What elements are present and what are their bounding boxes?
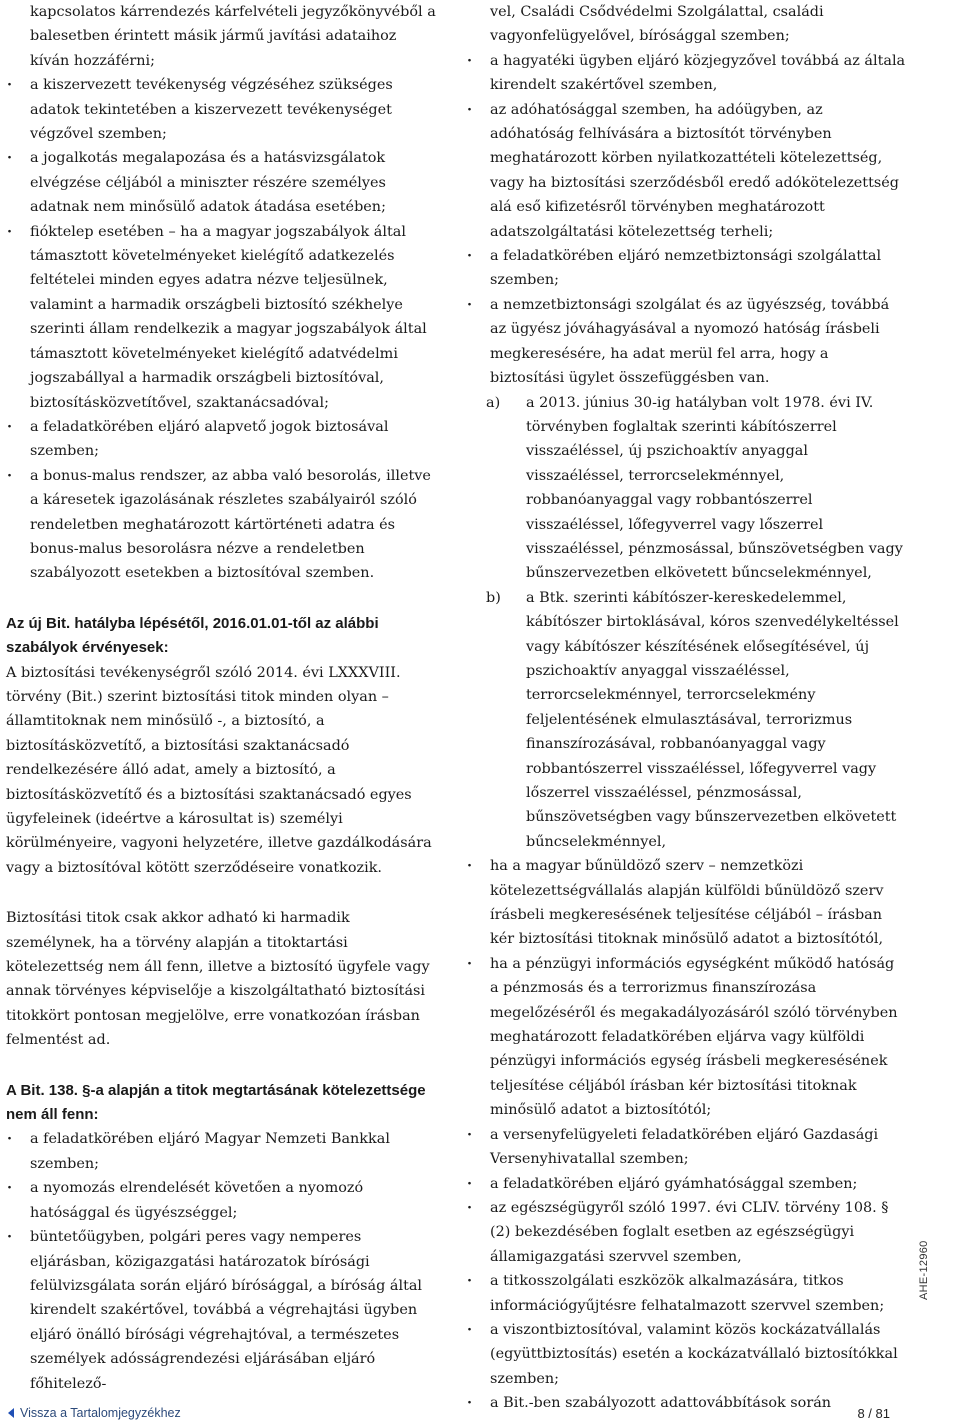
list-item: · a Bit.-ben szabályozott adattovábbítások során [466,1391,906,1415]
list-item: · a hagyatéki ügyben eljáró közjegyzővel továbbá az általa kirendelt szakértővel szemben, [466,49,906,98]
list-item: · a feladatkörében eljáró nemzetbiztonsági szolgálattal szemben; [466,244,906,293]
list-item: · ha a pénzügyi információs egységként működő hatóság a pénzmosás és a terrorizmus finanszírozása megelőzéséről és megakadályozásáról szóló törvényben meghatározott feladatkörében eljárva vagy külföldi pénzügyi információs egység írásbeli megkeresésének teljesítése céljából írásban kér biztosítási titoknak minősülő adatot a biztosítótól; [466,952,906,1123]
section-heading: A Bit. 138. §-a alapján a titok megtartásának kötelezettsége nem áll fenn: [6,1081,426,1124]
bullet-list-2 [6,1127,436,1395]
continued-text: vel, Családi Csődvédelmi Szolgálattal, családi vagyonfelügyelővel, bírósággal szemben; [490,4,824,45]
list-item: · a nemzetbiztonsági szolgálat és az ügyészség, továbbá az ügyész jóváhagyásával a nyomozó hatóság írásbeli megkeresésére, ha adat merül fel arra, hogy a biztosítási ügylet összefüggésben van. [466,293,906,391]
paragraph: Biztosítási titok csak akkor adható ki harmadik személynek, ha a törvény alapján a titoktartási kötelezettség nem áll fenn, illetve a biztosító ügyfele vagy annak törvényes képviselője a kiszolgáltatható biztosítási titokkört pontosan megjelölve, erre vonatkozóan írásban felmentést ad. [6,910,430,1049]
sub-item-label: a) [486,394,501,411]
document-code: AHE-12960 [918,1240,930,1300]
list-item: · a kiszervezett tevékenység végzéséhez szükséges adatok tekintetében a kiszervezett tevékenységet végzővel szemben; [6,73,436,146]
left-column [6,0,436,1396]
arrow-left-icon [8,1408,14,1418]
list-item: · ha a magyar bűnüldöző szerv – nemzetközi kötelezettségvállalás alapján külföldi bűnüldöző szerv írásbeli megkeresésének teljesítése céljából – írásban kér biztosítási titoknak minősülő adatot a biztosítótól, [466,854,906,952]
list-item: · büntetőügyben, polgári peres vagy nemperes eljárásban, közigazgatási határozatok bírósági felülvizsgálata során eljáró bírósággal, a bíróság által kirendelt szakértővel, továbbá a végrehajtási ügyben eljáró önálló bírósági végrehajtóval, a természetes személyek adósságrendezési eljárásában eljáró főhitelező- [6,1225,436,1396]
page-footer [0,1404,960,1426]
list-item: · az adóhatósággal szemben, ha adóügyben, az adóhatóság felhívására a biztosítót törvényben meghatározott körben nyilatkozattételi kötelezettség, vagy ha biztosítási szerződésből eredő adókötelezettség alá eső kifizetésről törvényben meghatározott adatszolgáltatási kötelezettség terheli; [466,98,906,244]
list-item: · a feladatkörében eljáró alapvető jogok biztosával szemben; [6,415,436,464]
page-number: 8 / 81 [857,1406,890,1421]
list-item: · fióktelep esetében – ha a magyar jogszabályok által támasztott követelményeket kielégítő adatkezelés feltételei minden egyes adatra nézve teljesülnek, valamint a harmadik országbeli biztosító székhelye szerinti állam rendelkezik a magyar jogszabályok által támasztott követelményeket kielégítő adatvédelmi jogszabállyal a harmadik országbeli biztosítóval, biztosításközvetítővel, szaktanácsadóval; [6,220,436,415]
sub-item-text: a 2013. június 30-ig hatályban volt 1978. évi IV. törvényben foglaltak szerinti kábítószerrel visszaéléssel, új pszichoaktív anyaggal visszaéléssel, terrorcselekménnyel, robbanóanyaggal vagy robbantószerrel visszaéléssel, lőfegyverrel vagy lőszerrel visszaéléssel, pénzmosással, bűnszövetségben vagy bűnszervezetben elkövetett bűncselekménnyel, [526,394,903,582]
bullet-list-3 [466,49,906,391]
right-column [466,0,906,1416]
list-item: · a feladatkörében eljáró gyámhatósággal szemben; [466,1172,906,1196]
bullet-list-1 [6,73,436,586]
list-item: · a bonus-malus rendszer, az abba való besorolás, illetve a káresetek igazolásának részletes szabályairól szóló rendeletben meghatározott kártörténeti adatra és bonus-malus besorolásra nézve a rendeletben szabályozott esetekben a biztosítóval szemben. [6,464,436,586]
continued-text: kapcsolatos kárrendezés kárfelvételi jegyzőkönyvéből a balesetben érintett másik jármű javítási adataihoz kíván hozzáférni; [30,4,436,69]
sub-item-text: a Btk. szerinti kábítószer-kereskedelemmel, kábítószer birtoklásával, kóros szenvedélykeltéssel vagy kábítószer készítésének elősegítésével, új pszichoaktív anyaggal visszaéléssel, terrorcselekménnyel, terrorcselekmény feljelentésének elmulasztásával, terrorizmus finanszírozásával, robbanóanyaggal vagy robbantószerrel visszaéléssel, lőfegyverrel vagy lőszerrel visszaéléssel, pénzmosással, bűnszövetségben vagy bűnszervezetben elkövetett bűncselekménnyel, [526,589,899,850]
sub-item-label: b) [486,589,501,606]
sub-item-b [486,586,906,854]
bullet-list-4 [466,854,906,1415]
section-heading: Az új Bit. hatályba lépésétől, 2016.01.01-től az alábbi szabályok érvényesek: [6,614,379,657]
list-item: · a viszontbiztosítóval, valamint közös kockázatvállalás (együttbiztosítás) esetén a kockázatvállaló biztosítókkal szemben; [466,1318,906,1391]
list-item: · a titkosszolgálati eszközök alkalmazására, titkos információgyűjtésre felhatalmazott szervvel szemben; [466,1269,906,1318]
back-to-toc-link[interactable] [8,1406,181,1420]
list-item: · a nyomozás elrendelését követően a nyomozó hatósággal és ügyészséggel; [6,1176,436,1225]
list-item: · a versenyfelügyeleti feladatkörében eljáró Gazdasági Versenyhivatallal szemben; [466,1123,906,1172]
list-item: · a jogalkotás megalapozása és a hatásvizsgálatok elvégzése céljából a miniszter részére személyes adatnak nem minősülő adatok átadása esetében; [6,146,436,219]
paragraph: A biztosítási tevékenységről szóló 2014. évi LXXXVIII. törvény (Bit.) szerint biztosítási titok minden olyan – államtitoknak nem minősülő -, a biztosító, a biztosításközvetítő, a biztosítási szaktanácsadó rendelkezésére álló adat, amely a biztosító, a biztosításközvetítő és a biztosítási szaktanácsadó egyes ügyfeleinek (ideértve a károsultat is) személyi körülményeire, vagyoni helyzetére, illetve gazdálkodására vagy a biztosítóval kötött szerződéseire vonatkozik. [6,664,432,876]
list-item: · az egészségügyről szóló 1997. évi CLIV. törvény 108. § (2) bekezdésében foglalt esetben az egészségügyi államigazgatási szervvel szemben, [466,1196,906,1269]
list-item: · a feladatkörében eljáró Magyar Nemzeti Bankkal szemben; [6,1127,436,1176]
back-to-toc-label: Vissza a Tartalomjegyzékhez [20,1406,181,1420]
sub-item-a [486,391,906,586]
